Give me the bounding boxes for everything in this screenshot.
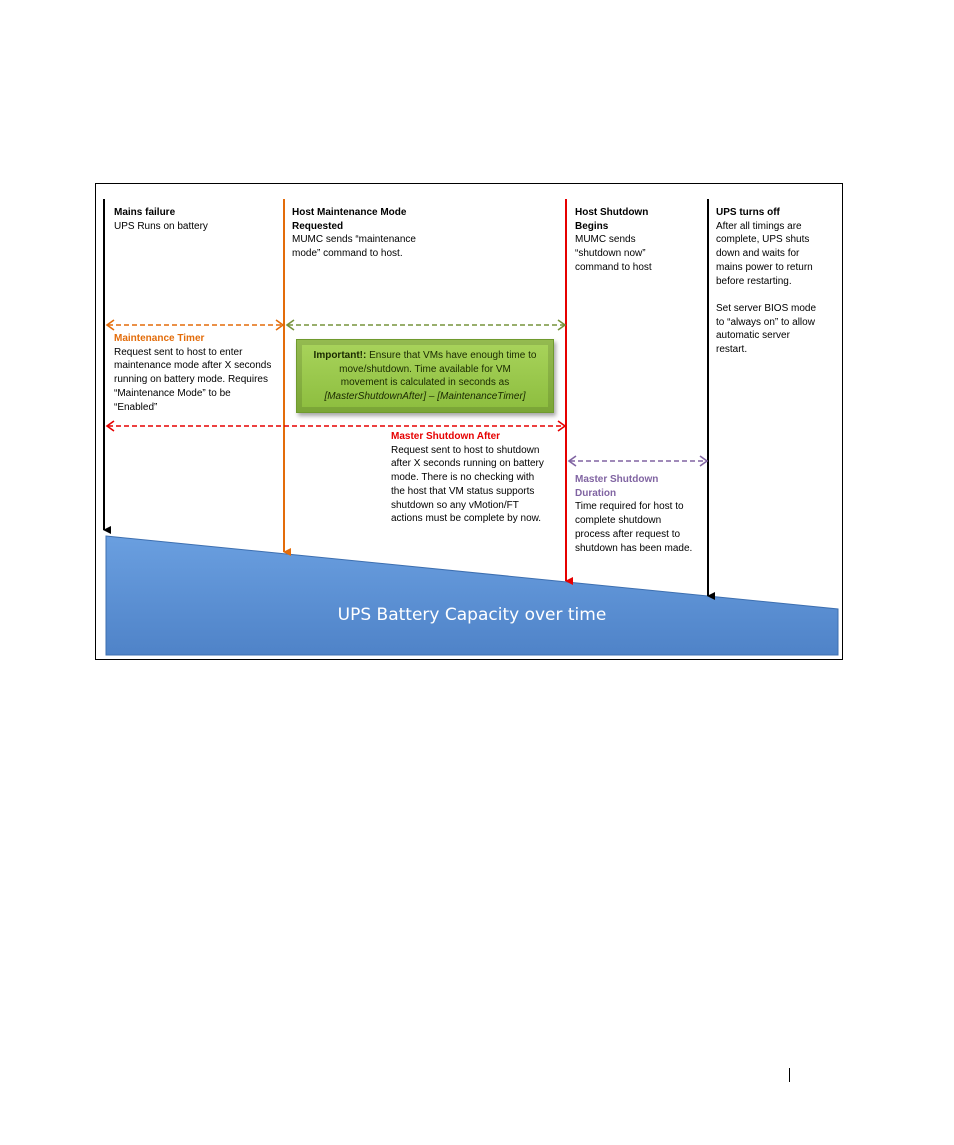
mains-failure-label: Mains failure UPS Runs on battery xyxy=(114,207,208,232)
important-callout: Important!: Ensure that VMs have enough time to move/shutdown. Time available for VM movement is calculated in seconds as [MasterShutdownAfter] – [MaintenanceTimer] xyxy=(296,339,554,413)
master-shutdown-duration-arrow xyxy=(569,456,707,466)
page-number-marker xyxy=(789,1068,790,1082)
battery-capacity-area xyxy=(106,536,838,655)
host-maintenance-label: Host Maintenance Mode Requested MUMC sends “maintenance mode” command to host. xyxy=(292,207,416,260)
maintenance-timer-arrow xyxy=(107,320,283,330)
vm-move-window-arrow xyxy=(287,320,565,330)
maintenance-timer-label: Maintenance Timer Request sent to host to enter maintenance mode after X seconds running on battery mode. Requires “Maintenance Mode” to be “Enabled” xyxy=(114,333,272,413)
master-shutdown-after-label: Master Shutdown After Request sent to host to shutdown after X seconds running on battery mode. There is no checking with the host that VM status supports shutdown so any vMotion/FT actions must be complete by now. xyxy=(391,431,544,525)
host-shutdown-label: Host Shutdown Begins MUMC sends “shutdown now” command to host xyxy=(575,207,652,273)
master-shutdown-duration-label: Master Shutdown Duration Time required for host to complete shutdown process after request to shutdown has been made. xyxy=(575,474,693,554)
battery-capacity-label: UPS Battery Capacity over time xyxy=(337,605,607,625)
ups-off-label: UPS turns off After all timings are complete, UPS shuts down and waits for mains power to return before restarting. Set server BIOS mode to “always on” to allow automatic server restart. xyxy=(716,207,817,356)
